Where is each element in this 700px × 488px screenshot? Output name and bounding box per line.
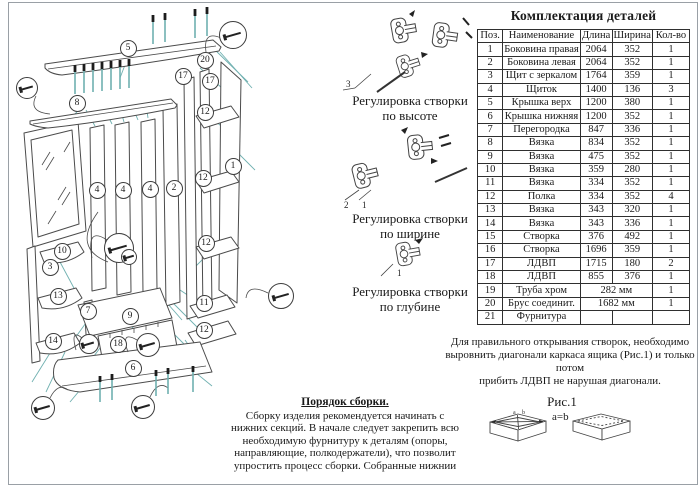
part-callout-3: 3 [42, 259, 59, 276]
part-callout-17: 17 [202, 73, 219, 90]
table-cell: 1 [652, 244, 689, 257]
table-cell: Вязка [503, 137, 580, 150]
table-cell: 9 [478, 150, 503, 163]
table-cell: 2064 [580, 43, 612, 56]
table-cell: 1 [652, 43, 689, 56]
screw-magnifier-icon [219, 21, 247, 49]
table-cell: 343 [580, 217, 612, 230]
table-cell: Труба хром [503, 284, 580, 297]
table-row [478, 257, 690, 270]
table-row [478, 70, 690, 83]
hinge-marker: 1 [362, 200, 367, 210]
table-row [478, 150, 690, 163]
table-cell: 359 [580, 163, 612, 176]
table-cell: 1 [652, 110, 689, 123]
table-cell: 352 [612, 56, 652, 69]
part-callout-18: 18 [110, 336, 127, 353]
table-cell: 11 [478, 177, 503, 190]
table-cell: 2064 [580, 56, 612, 69]
table-header-row [478, 30, 690, 43]
table-cell: 320 [612, 204, 652, 217]
table-cell: 16 [478, 244, 503, 257]
part-callout-9: 9 [122, 308, 139, 325]
table-cell: 1 [652, 56, 689, 69]
table-cell: 2 [652, 257, 689, 270]
table-cell: Щиток [503, 83, 580, 96]
table-cell: 1 [652, 230, 689, 243]
table-cell: 13 [478, 204, 503, 217]
table-row [478, 163, 690, 176]
hinge-marker: 3 [346, 79, 351, 89]
table-cell: 1764 [580, 70, 612, 83]
screw-magnifier-icon [79, 334, 99, 354]
fig1-diag-a-label: a [513, 410, 516, 416]
table-cell: 3 [652, 83, 689, 96]
assembly-heading: Порядок сборки. [301, 396, 389, 408]
table-cell: 1 [652, 204, 689, 217]
table-header-cell: Кол-во [652, 30, 689, 43]
table-cell: 492 [612, 230, 652, 243]
table-cell: 1 [478, 43, 503, 56]
table-cell: 1715 [580, 257, 612, 270]
part-callout-12: 12 [198, 235, 215, 252]
table-row [478, 83, 690, 96]
table-cell: 20 [478, 297, 503, 310]
parts-table-section [477, 8, 690, 325]
table-cell: 10 [478, 163, 503, 176]
table-cell: 336 [612, 123, 652, 136]
table-cell: 180 [612, 257, 652, 270]
table-cell: 352 [612, 137, 652, 150]
table-header-cell: Поз. [478, 30, 503, 43]
table-cell: Вязка [503, 177, 580, 190]
table-row [478, 177, 690, 190]
table-cell: 280 [612, 163, 652, 176]
part-callout-12: 12 [195, 170, 212, 187]
table-cell: 1 [652, 96, 689, 109]
table-cell: Фурнитура [503, 311, 580, 324]
part-callout-20: 20 [197, 52, 214, 69]
screw-icon [274, 293, 289, 299]
table-cell: 336 [612, 217, 652, 230]
screw-icon [83, 342, 94, 347]
table-row [478, 230, 690, 243]
table-cell: 1 [652, 284, 689, 297]
table-cell: 136 [612, 83, 652, 96]
table-row [478, 137, 690, 150]
parts-table-title: Комплектация деталей [510, 8, 657, 23]
hinge-marker: 1 [397, 268, 402, 278]
table-header-cell: Ширина [613, 30, 651, 42]
table-cell: 847 [580, 123, 612, 136]
part-callout-5: 5 [120, 40, 137, 57]
table-cell: 15 [478, 230, 503, 243]
part-callout-14: 14 [45, 333, 62, 350]
part-callout-4: 4 [89, 182, 106, 199]
screw-icon [36, 405, 50, 411]
part-callout-8: 8 [69, 95, 86, 112]
table-cell: 5 [478, 96, 503, 109]
part-callout-10: 10 [54, 243, 71, 260]
table-cell [612, 311, 652, 324]
screw-magnifier-icon [121, 249, 137, 265]
table-cell: Перегородка [503, 123, 580, 136]
fig1-title: Рис.1 [547, 394, 577, 409]
fig1-diagram [480, 408, 650, 453]
table-cell: ЛДВП [503, 271, 580, 284]
table-row [478, 56, 690, 69]
table-row [478, 284, 690, 297]
table-cell: Брус соединит. [503, 297, 580, 310]
table-row [478, 43, 690, 56]
table-cell: 834 [580, 137, 612, 150]
part-callout-12: 12 [196, 322, 213, 339]
table-cell: Щит с зеркалом [503, 70, 580, 83]
table-cell: 1 [652, 137, 689, 150]
table-cell: 352 [612, 177, 652, 190]
table-cell: 1 [652, 123, 689, 136]
screw-magnifier-icon [136, 333, 160, 357]
table-row [478, 297, 690, 310]
table-row [478, 271, 690, 284]
table-cell: 352 [612, 110, 652, 123]
table-cell: 282 мм [580, 284, 652, 297]
table-row [478, 96, 690, 109]
fig1-diag-b-label: b [522, 410, 525, 416]
parts-table [477, 29, 690, 325]
table-cell: 7 [478, 123, 503, 136]
part-callout-4: 4 [142, 181, 159, 198]
table-row [478, 190, 690, 203]
part-callout-12: 12 [197, 104, 214, 121]
table-row [478, 204, 690, 217]
table-cell [652, 311, 689, 324]
table-cell: 12 [478, 190, 503, 203]
table-cell: Боковина левая [503, 56, 580, 69]
screw-magnifier-icon [268, 283, 294, 309]
part-callout-1: 1 [225, 158, 242, 175]
table-cell: Створка [503, 230, 580, 243]
part-callout-2: 2 [166, 180, 183, 197]
table-cell: 1400 [580, 83, 612, 96]
adjust-caption-depth: Регулировка створки по глубине [352, 284, 468, 314]
table-cell: 352 [612, 190, 652, 203]
table-cell: 376 [612, 271, 652, 284]
table-cell: 18 [478, 271, 503, 284]
table-cell: 1200 [580, 96, 612, 109]
part-callout-4: 4 [115, 182, 132, 199]
screw-magnifier-icon [16, 77, 38, 99]
table-row [478, 217, 690, 230]
screw-icon [136, 404, 150, 410]
table-cell: 475 [580, 150, 612, 163]
table-cell: Вязка [503, 204, 580, 217]
table-cell: Боковина правая [504, 43, 579, 55]
table-cell: Вязка [503, 217, 580, 230]
table-cell: Вязка [503, 150, 580, 163]
table-cell: 1 [652, 177, 689, 190]
screw-icon [225, 32, 241, 38]
part-callout-6: 6 [125, 360, 142, 377]
diagonal-note: Для правильного открывания створок, необходимо выровнить диагонали каркаса ящика (Рис.1) и только потом прибить ЛДВП не нарушая диагонали. [445, 336, 695, 387]
screw-icon [141, 342, 155, 348]
table-row [478, 244, 690, 257]
table-cell: 352 [612, 43, 652, 56]
adjust-caption-height: Регулировка створки по высоте [352, 93, 468, 123]
table-cell: 380 [612, 96, 652, 109]
table-cell: 19 [478, 284, 503, 297]
table-cell: 376 [580, 230, 612, 243]
part-callout-17: 17 [175, 68, 192, 85]
table-cell: 359 [612, 244, 652, 257]
table-row [478, 110, 690, 123]
table-cell: 855 [580, 271, 612, 284]
table-cell: 8 [478, 137, 503, 150]
table-cell: 359 [612, 70, 652, 83]
screw-magnifier-icon [31, 396, 55, 420]
table-cell: ЛДВП [503, 257, 580, 270]
screw-icon [125, 255, 134, 259]
table-cell: 1 [652, 271, 689, 284]
table-row [478, 123, 690, 136]
table-cell: 1 [652, 70, 689, 83]
table-cell: 1682 мм [580, 297, 652, 310]
table-cell: Крышка нижняя [503, 110, 580, 123]
table-cell: 352 [612, 150, 652, 163]
table-cell: 6 [478, 110, 503, 123]
table-cell: 4 [478, 83, 503, 96]
adjust-caption-width: Регулировка створки по ширине [352, 211, 468, 241]
table-header-cell: Наименование [503, 30, 580, 43]
part-callout-13: 13 [50, 288, 67, 305]
table-cell: 4 [652, 190, 689, 203]
table-cell: 334 [580, 190, 612, 203]
table-cell: 3 [478, 70, 503, 83]
table-cell: Полка [503, 190, 580, 203]
screw-icon [21, 85, 33, 90]
table-cell: 343 [580, 204, 612, 217]
table-cell: 1 [652, 217, 689, 230]
hinge-marker: 2 [344, 200, 349, 210]
table-cell: 21 [478, 311, 503, 324]
assembly-order-section: Порядок сборки. Сборку изделия рекомендуется начинать с нижних секций. В начале следует закрепить всю необходимую фурнитуру к деталям (опоры, направляющие, полкодержатели), что позволит упростить процесс сборки. Собранные нижнии [231, 396, 459, 472]
table-cell: Вязка [503, 163, 580, 176]
screw-magnifier-icon [131, 395, 155, 419]
table-cell: 1 [652, 297, 689, 310]
table-cell: 2 [478, 56, 503, 69]
hinge-adjustment-diagrams [335, 8, 483, 328]
part-callout-7: 7 [80, 303, 97, 320]
table-cell: 1200 [580, 110, 612, 123]
table-cell: 1 [652, 163, 689, 176]
table-cell [580, 311, 612, 324]
table-cell: 14 [478, 217, 503, 230]
fig1-formula: a=b [552, 411, 569, 423]
table-cell: 17 [478, 257, 503, 270]
part-callout-11: 11 [196, 295, 213, 312]
table-cell: 334 [580, 177, 612, 190]
table-row [478, 311, 690, 324]
table-cell: Крышка верх [503, 96, 580, 109]
table-cell: 1696 [580, 244, 612, 257]
table-header-cell: Длина [581, 30, 611, 42]
table-cell: 1 [652, 150, 689, 163]
table-cell: Створка [503, 244, 580, 257]
